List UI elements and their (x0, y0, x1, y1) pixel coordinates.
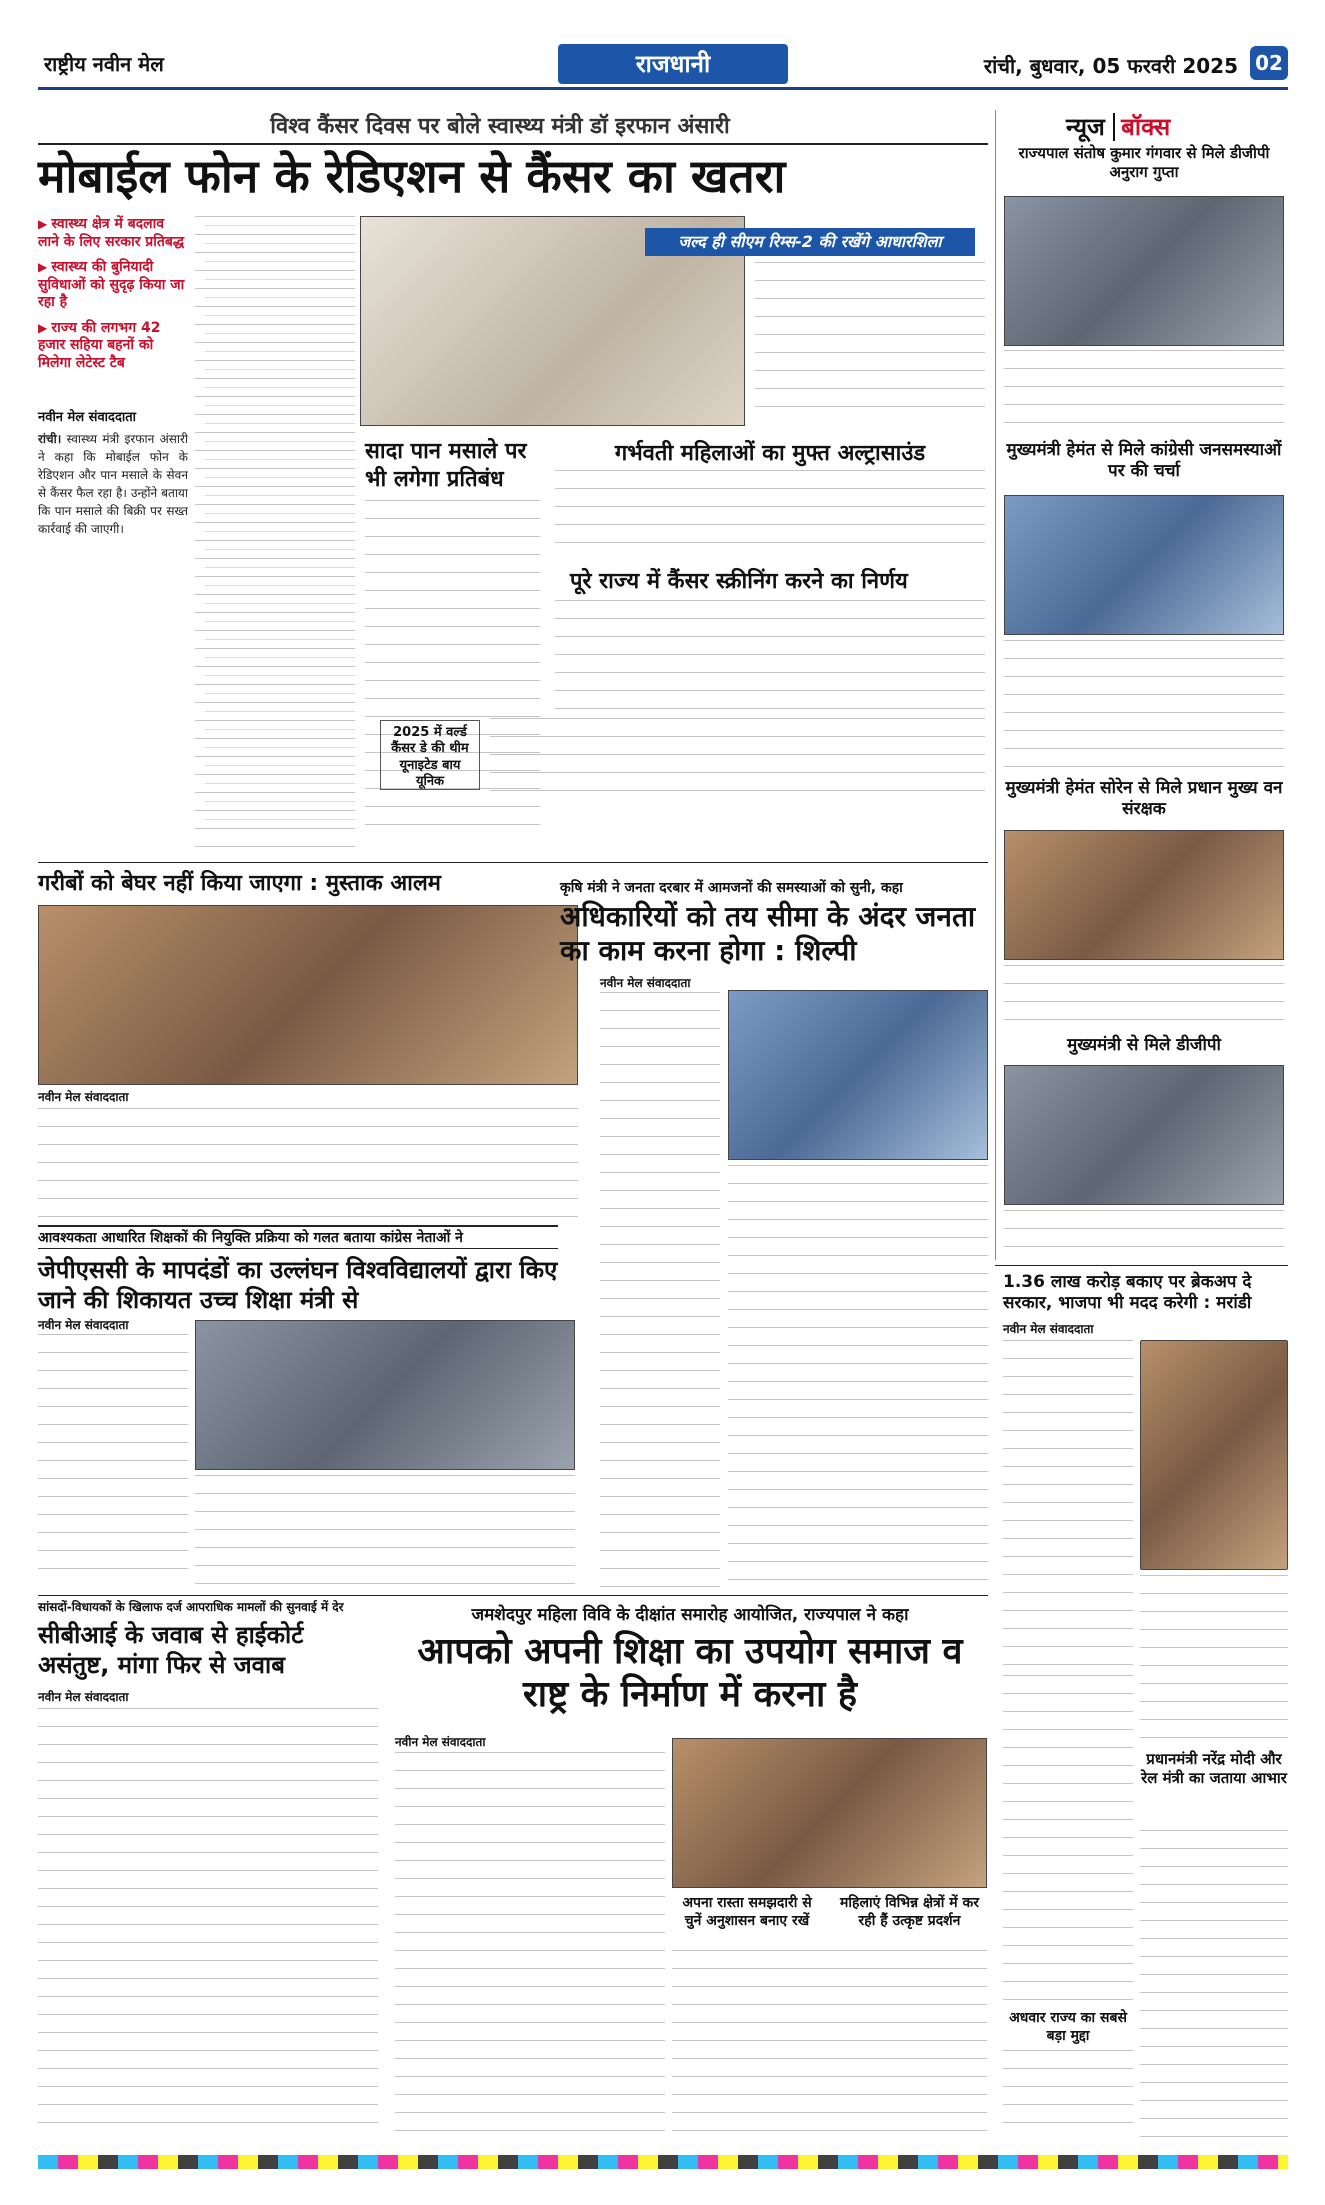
pan-masala-headline: सादा पान मसाले पर भी लगेगा प्रतिबंध (365, 439, 527, 492)
shilpi-text (600, 992, 720, 1592)
governor-headline: आपको अपनी शिक्षा का उपयोग समाज व राष्ट्र के निर्माण में करना है (417, 1631, 963, 1716)
governor-byline: नवीन मेल संवाददाता (395, 1735, 486, 1749)
news-item-headline: मुख्यमंत्री से मिले डीजीपी (1067, 1035, 1221, 1055)
lead-kicker: विश्व कैंसर दिवस पर बोले स्वास्थ्य मंत्री डॉ इरफान अंसारी (270, 114, 730, 139)
lead-text: स्वास्थ्य मंत्री इरफान अंसारी ने कहा कि मोबाईल फोन के रेडिएशन और पान मसाले के सेवन से कैंसर फैल रहा है। उन्होंने बताया कि पान मसाले की बिक्री पर सख्त कार्रवाई की जाएगी। (38, 432, 188, 536)
divider (995, 1265, 1288, 1266)
lead-bullet: ▶ स्वास्थ्य क्षेत्र में बदलाव लाने के लिए सरकार प्रतिबद्ध (38, 216, 188, 251)
news-text (1004, 350, 1284, 430)
governor-kicker: जमशेदपुर महिला विवि के दीक्षांत समारोह आयोजित, राज्यपाल ने कहा (471, 1605, 909, 1625)
screening-headline: पूरे राज्य में कैंसर स्क्रीनिंग करने का निर्णय (570, 569, 908, 594)
gareeb-text (38, 1108, 578, 1218)
lead-bullets (38, 216, 188, 372)
lead-headline: मोबाईल फोन के रेडिएशन से कैंसर का खतरा (38, 149, 786, 203)
lead-byline: नवीन मेल संवाददाता (38, 410, 136, 425)
masthead (38, 40, 1288, 90)
lead-body (38, 430, 188, 830)
jpsc-byline: नवीन मेल संवाददाता (38, 1318, 129, 1332)
marandi-budget-headline: अधवार राज्य का सबसे बड़ा मुद्दा (1009, 2010, 1127, 2044)
news-text (1004, 1210, 1284, 1255)
color-registration-bar (38, 2155, 1288, 2169)
cbi-kicker: सांसदों-विधायकों के खिलाफ दर्ज आपराधिक मामलों की सुनवाई में देर (38, 1600, 344, 1614)
jpsc-headline: जेपीएससी के मापदंडों का उल्लंघन विश्वविद्यालयों द्वारा किए जाने की शिकायत उच्च शिक्षा मंत्री से (38, 1256, 558, 1314)
shilpi-kicker: कृषि मंत्री ने जनता दरबार में आमजनों की समस्याओं को सुनी, कहा (560, 880, 903, 896)
lead-column-text (205, 225, 355, 825)
shilpi-text (728, 1165, 988, 1595)
cbi-text (38, 1708, 378, 2138)
cbi-byline: नवीन मेल संवाददाता (38, 1690, 129, 1704)
news-text (1004, 640, 1284, 770)
congress-strip: आवश्यकता आधारित शिक्षकों की नियुक्ति प्रक्रिया को गलत बताया कांग्रेस नेताओं ने (38, 1225, 558, 1249)
gareeb-photo (38, 905, 578, 1085)
shilpi-headline: अधिकारियों को तय सीमा के अंदर जनता का काम करना होगा : शिल्पी (560, 900, 976, 967)
governor-text (395, 1752, 665, 2142)
theme-box: 2025 में वर्ल्ड कैंसर डे की थीम यूनाइटेड बाय यूनिक (380, 720, 480, 790)
jpsc-text (195, 1475, 575, 1585)
marandi-side-headline: प्रधानमंत्री नरेंद्र मोदी और रेल मंत्री का जताया आभार (1141, 1750, 1287, 1787)
news-photo (1004, 196, 1284, 346)
governor-photo (672, 1738, 987, 1888)
page-number: 02 (1250, 46, 1288, 80)
news-text (1004, 965, 1284, 1025)
news-item-headline: राज्यपाल संतोष कुमार गंगवार से मिले डीजीपी अनुराग गुप्ता (1018, 144, 1270, 181)
section-label: राजधानी (558, 44, 788, 84)
divider (38, 862, 988, 863)
ultrasound-text (555, 470, 985, 560)
marandi-text (1140, 1575, 1288, 1745)
gareeb-headline: गरीबों को बेघर नहीं किया जाएगा : मुस्ताक आलम (38, 871, 441, 896)
divider (38, 143, 988, 145)
marandi-text (1003, 1675, 1133, 2005)
lead-dateline: रांची। (38, 432, 62, 446)
lead-bullet: ▶ राज्य की लगभग 42 हजार सहिया बहनों को मिलेगा लेटेस्ट टैब (38, 320, 188, 373)
ultrasound-headline: गर्भवती महिलाओं का मुफ्त अल्ट्रासाउंड (614, 441, 926, 466)
gareeb-byline: नवीन मेल संवाददाता (38, 1090, 129, 1104)
marandi-byline: नवीन मेल संवाददाता (1003, 1322, 1094, 1336)
governor-inset: अपना रास्ता समझदारी से चुनें अनुशासन बनाए रखें (682, 1895, 812, 1929)
marandi-text (1140, 1830, 1288, 2140)
jpsc-photo (195, 1320, 575, 1470)
marandi-headline: 1.36 लाख करोड़ बकाए पर ब्रेकअप दे सरकार, भाजपा भी मदद करेगी : मरांडी (1003, 1272, 1252, 1314)
newspaper-brand: राष्ट्रीय नवीन मेल (44, 52, 164, 76)
screening-text (555, 600, 985, 710)
theme-text (490, 718, 985, 798)
news-photo (1004, 1065, 1284, 1205)
cbi-headline: सीबीआई के जवाब से हाईकोर्ट असंतुष्ट, मांगा फिर से जवाब (38, 1621, 304, 1679)
lead-side-text (755, 262, 985, 422)
news-item-headline: मुख्यमंत्री हेमंत सोरेन से मिले प्रधान मुख्य वन संरक्षक (1005, 778, 1283, 820)
jpsc-text (38, 1334, 188, 1584)
marandi-photo (1140, 1340, 1288, 1570)
news-box (995, 110, 1288, 1260)
lead-bullet: ▶ स्वास्थ्य की बुनियादी सुविधाओं को सुदृढ़ किया जा रहा है (38, 259, 188, 312)
marandi-text (1003, 1340, 1133, 1670)
shilpi-byline: नवीन मेल संवाददाता (600, 976, 691, 990)
news-item-headline: मुख्यमंत्री हेमंत से मिले कांग्रेसी जनसमस्याओं पर की चर्चा (1006, 440, 1282, 482)
governor-text (672, 1950, 987, 2140)
divider (38, 1595, 988, 1596)
news-box-label: न्यूज (1066, 113, 1105, 141)
marandi-text (1003, 2050, 1133, 2140)
news-box-label: बॉक्स (1113, 113, 1170, 141)
news-photo (1004, 830, 1284, 960)
shilpi-photo (728, 990, 988, 1160)
photo-banner: जल्द ही सीएम रिम्स-2 की रखेंगे आधारशिला (645, 228, 975, 256)
dateline: रांची, बुधवार, 05 फरवरी 2025 (983, 54, 1238, 78)
governor-inset: महिलाएं विभिन्न क्षेत्रों में कर रही हैं उत्कृष्ट प्रदर्शन (840, 1895, 979, 1929)
news-photo (1004, 495, 1284, 635)
